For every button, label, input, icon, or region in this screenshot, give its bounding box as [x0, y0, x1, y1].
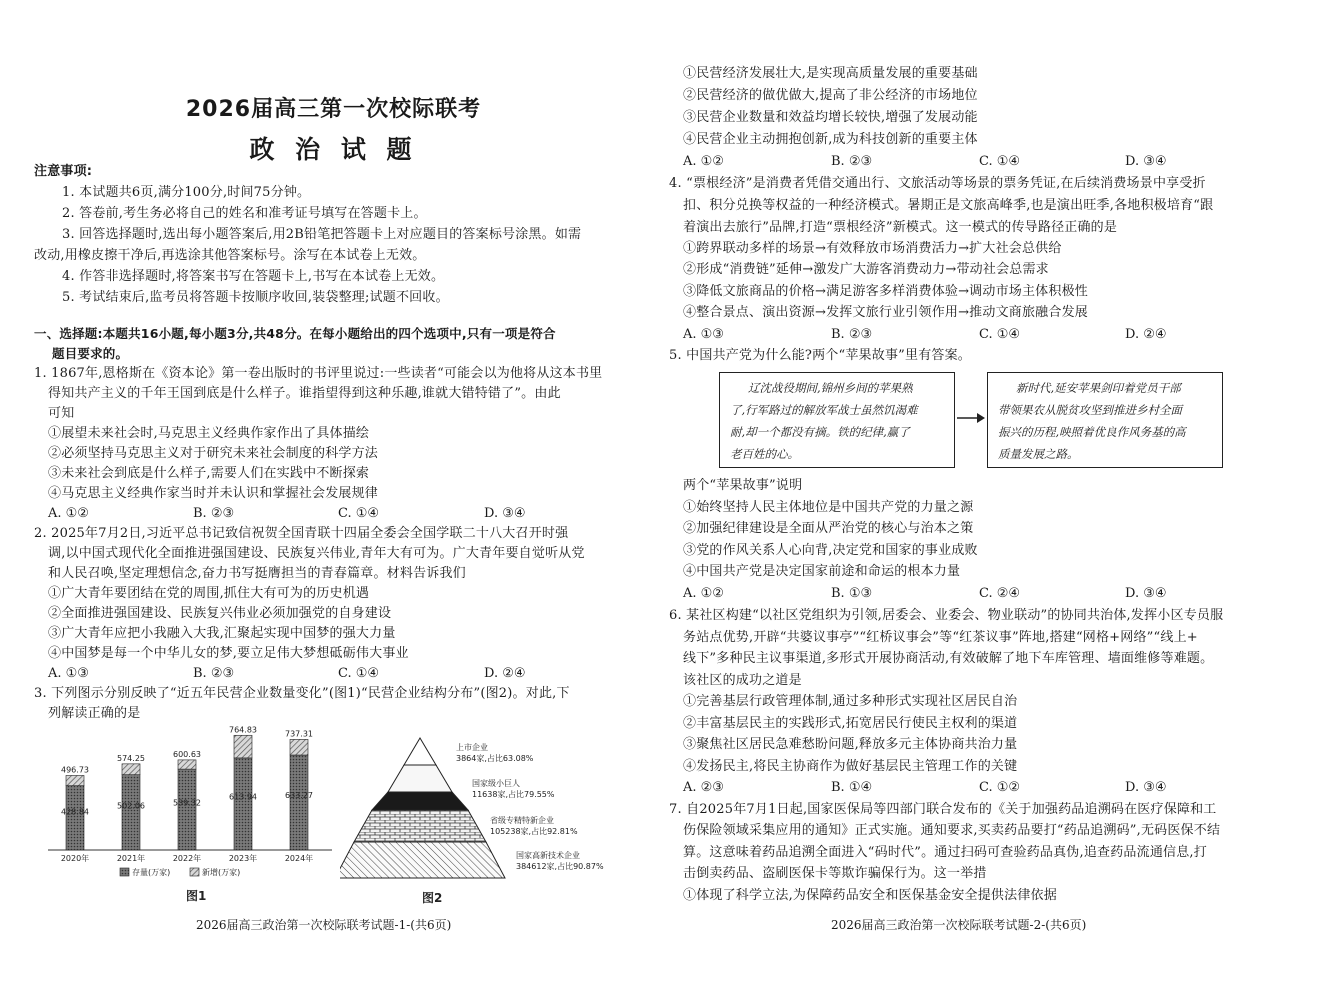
- option-d: D. ②④: [484, 666, 526, 681]
- q3-item: ④民营企业主动拥抱创新,成为科技创新的重要主体: [683, 132, 978, 147]
- option-a: A. ②③: [683, 780, 724, 795]
- subject-title: 政 治 试 题: [249, 135, 418, 164]
- q7-item: ①体现了科学立法,为保障药品安全和医保基金安全提供法律依据: [683, 888, 1057, 903]
- q2-stem: 2. 2025年7月2日,习近平总书记致信祝贺全国青联十四届全委会全国学联二十八大召开时强: [34, 526, 569, 541]
- q6-item: ④发扬民主,将民主协商作为做好基层民主管理工作的关键: [683, 759, 1018, 774]
- option-d: D. ③④: [484, 506, 526, 521]
- option-c: C. ①④: [338, 506, 380, 521]
- q2-stem: 调,以中国式现代化全面推进强国建设、民族复兴伟业,青年大有可为。广大青年要自觉听从党: [48, 546, 585, 561]
- pyramid-label: 省级专精特新企业: [490, 816, 554, 825]
- q7-stem: 击倒卖药品、盗刷医保卡等欺诈骗保行为。这一举措: [683, 866, 987, 881]
- q1-stem: 得知共产主义的千年王国到底是什么样子。谁指望得到这种乐趣,谁就大错特错了”。由此: [48, 386, 561, 401]
- pyramid-label: 上市企业: [456, 743, 488, 752]
- q5-item: ③党的作风关系人心向背,决定党和国家的事业成败: [683, 543, 978, 558]
- q3-item: ①民营经济发展壮大,是实现高质量发展的重要基础: [683, 66, 978, 81]
- bar-value-label-mid: 428.84: [61, 807, 89, 817]
- q1-item: ③未来社会到底是什么样子,需要人们在实践中不断探索: [48, 466, 370, 481]
- q4-item: ①跨界联动多样的场景→有效释放市场消费活力→扩大社会总供给: [683, 241, 1062, 256]
- pyramid-gap: [388, 765, 452, 792]
- figure2-caption: 图2: [422, 891, 443, 905]
- q5-question: 两个“苹果故事”说明: [683, 478, 803, 493]
- q2-stem: 和人民召唤,坚定理想信念,奋力书写挺膺担当的青春篇章。材料告诉我们: [48, 566, 466, 581]
- legend-label-stock: 存量(万家): [132, 868, 171, 877]
- option-a: A. ①②: [683, 154, 724, 169]
- option-c: C. ①②: [979, 780, 1021, 795]
- q5-item: ①始终坚持人民主体地位是中国共产党的力量之源: [683, 500, 974, 515]
- q4-item: ②形成“消费链”延伸→激发广大游客消费动力→带动社会总需求: [683, 262, 1049, 277]
- option-d: D. ③④: [1125, 780, 1167, 795]
- legend-swatch-new: [190, 868, 199, 876]
- story-line: 老百姓的心。: [730, 447, 799, 461]
- pyramid-layer-provincial: [354, 810, 486, 842]
- q6-stem: 务站点优势,开辟“共婆议事亭”“红桥议事会”等“红茶议事”阵地,搭建“网格+网络”“线上+: [683, 630, 1198, 645]
- story-line: 耐,却一个都没有摘。铁的纪律,赢了: [730, 425, 910, 439]
- bar-value-label-mid: 502.06: [117, 801, 145, 811]
- q3-stem: 3. 下列图示分别反映了“近五年民营企业数量变化”(图1)“民营企业结构分布”(图2)。对此,下: [34, 686, 570, 701]
- bar-value-label-mid: 633.27: [285, 790, 313, 800]
- pyramid-label-detail: 105238家,占比92.81%: [490, 827, 578, 836]
- q6-stem: 6. 某社区构建“以社区党组织为引领,居委会、业委会、物业联动”的协同共治体,发挥小区专员服: [669, 608, 1224, 623]
- q4-item: ③降低文旅商品的价格→满足游客多样消费体验→调动市场主体积极性: [683, 284, 1088, 299]
- apple-story-box-left: [719, 372, 955, 468]
- option-b: B. ①③: [831, 586, 873, 601]
- pyramid-label-detail: 384612家,占比90.87%: [516, 862, 604, 871]
- section-heading: 题目要求的。: [52, 346, 129, 361]
- q4-stem: 扣、积分兑换等权益的一种经济模式。暑期正是文旅高峰季,也是演出旺季,各地积极培育“跟: [683, 198, 1214, 213]
- q1-stem: 1. 1867年,恩格斯在《资本论》第一卷出版时的书评里说过:一些读者“可能会以为他将从这本书里: [34, 366, 603, 381]
- legend-label-new: 新增(万家): [202, 868, 241, 877]
- figure2-pyramid: [340, 730, 640, 910]
- option-b: B. ②③: [831, 154, 873, 169]
- page-footer: 2026届高三政治第一次校际联考试题-1-(共6页): [196, 918, 452, 932]
- q6-stem: 线下”多种民主议事渠道,多形式开展协商活动,有效破解了地下车库管理、墙面维修等难题。: [683, 651, 1214, 666]
- figure1-bar-chart: [40, 716, 340, 906]
- x-tick-label: 2023年: [228, 854, 258, 863]
- pyramid-layer-hightech: [340, 842, 505, 878]
- q6-item: ③聚焦社区居民急难愁盼问题,释放多元主体协商共治力量: [683, 737, 1018, 752]
- pyramid-layer-listed: [404, 738, 436, 765]
- option-c: C. ①④: [338, 666, 380, 681]
- q3-item: ③民营企业数量和效益均增长较快,增强了发展动能: [683, 110, 978, 125]
- bar-stock: [290, 755, 308, 850]
- option-d: D. ③④: [1125, 586, 1167, 601]
- x-tick-label: 2020年: [60, 854, 90, 863]
- bar-stock: [122, 775, 140, 850]
- option-c: C. ①④: [979, 154, 1021, 169]
- option-b: B. ①④: [831, 780, 873, 795]
- q2-item: ④中国梦是每一个中华儿女的梦,要立足伟大梦想砥砺伟大事业: [48, 646, 409, 661]
- q4-stem: 4. “票根经济”是消费者凭借交通出行、文旅活动等场景的票务凭证,在后续消费场景中享受折: [669, 176, 1206, 191]
- note-line: 改动,用橡皮擦干净后,再选涂其他答案标号。涂写在本试卷上无效。: [34, 248, 426, 263]
- option-d: D. ③④: [1125, 154, 1167, 169]
- figure1-caption: 图1: [186, 889, 207, 903]
- q3-stem: 列解读正确的是: [48, 706, 141, 721]
- q4-item: ④整合景点、演出资源→发挥文旅行业引领作用→推动文商旅融合发展: [683, 305, 1088, 320]
- option-c: C. ①④: [979, 327, 1021, 342]
- story-line: 振兴的历程,映照着优良作风务基的高: [998, 425, 1186, 439]
- option-a: A. ①②: [48, 506, 89, 521]
- page-footer: 2026届高三政治第一次校际联考试题-2-(共6页): [831, 918, 1087, 932]
- story-line: 了,行军路过的解放军战士虽然饥渴难: [730, 403, 918, 417]
- exam-title: 2026届高三第一次校际联考: [185, 97, 482, 122]
- q6-item: ②丰富基层民主的实践形式,拓宽居民行使民主权利的渠道: [683, 716, 1018, 731]
- q5-item: ④中国共产党是决定国家前途和命运的根本力量: [683, 564, 961, 579]
- note-line: 3. 回答选择题时,选出每小题答案后,用2B铅笔把答题卡上对应题目的答案标号涂黑。如需: [62, 227, 582, 242]
- q6-item: ①完善基层行政管理体制,通过多种形式实现社区居民自治: [683, 694, 1018, 709]
- q7-stem: 伤保险领域采集应用的通知》正式实施。通知要求,买卖药品要打“药品追溯码”,无码医保不结: [683, 823, 1221, 838]
- x-tick-label: 2024年: [284, 854, 314, 863]
- q4-stem: 着演出去旅行”品牌,打造“票根经济”新模式。这一模式的传导路径正确的是: [683, 220, 1118, 235]
- q1-item: ④马克思主义经典作家当时并未认识和掌握社会发展规律: [48, 486, 379, 501]
- q7-stem: 7. 自2025年7月1日起,国家医保局等四部门联合发布的《关于加强药品追溯码在医疗保障和工: [669, 802, 1217, 817]
- note-line: 1. 本试题共6页,满分100分,时间75分钟。: [62, 185, 311, 200]
- q2-item: ①广大青年要团结在党的周围,抓住大有可为的历史机遇: [48, 586, 370, 601]
- q7-stem: 算。这意味着药品追溯全面进入“码时代”。通过扫码可查验药品真伪,追查药品流通信息,打: [683, 845, 1207, 860]
- bar-value-label-top: 600.63: [173, 749, 201, 759]
- bar-new: [290, 739, 308, 755]
- option-b: B. ②③: [193, 506, 235, 521]
- x-tick-label: 2021年: [116, 854, 146, 863]
- bar-value-label-mid: 539.32: [173, 798, 201, 808]
- note-line: 5. 考试结束后,监考员将答题卡按顺序收回,装袋整理;试题不回收。: [62, 290, 449, 305]
- story-line: 质量发展之路。: [998, 447, 1079, 461]
- notes-title: 注意事项:: [34, 164, 93, 179]
- pyramid-layer-little-giant: [372, 792, 468, 810]
- q2-item: ③广大青年应把小我融入大我,汇聚起实现中国梦的强大力量: [48, 626, 396, 641]
- q1-item: ②必须坚持马克思主义对于研究未来社会制度的科学方法: [48, 446, 379, 461]
- story-line: 带领果农从脱贫攻坚到推进乡村全面: [998, 403, 1182, 417]
- arrow-icon: [955, 408, 987, 428]
- option-b: B. ②③: [193, 666, 235, 681]
- q1-item: ①展望未来社会时,马克思主义经典作家作出了具体描绘: [48, 426, 370, 441]
- pyramid-label: 国家级小巨人: [472, 779, 520, 788]
- story-line: 新时代,延安苹果剑印着党员干部: [1016, 381, 1181, 395]
- pyramid-label-detail: 3864家,占比63.08%: [456, 754, 534, 763]
- q5-item: ②加强纪律建设是全面从严治党的核心与治本之策: [683, 521, 974, 536]
- bar-new: [178, 760, 196, 769]
- note-line: 2. 答卷前,考生务必将自己的姓名和准考证号填写在答题卡上。: [62, 206, 427, 221]
- option-c: C. ②④: [979, 586, 1021, 601]
- pyramid-label-detail: 11638家,占比79.55%: [472, 790, 555, 799]
- option-d: D. ②④: [1125, 327, 1167, 342]
- bar-stock: [234, 758, 252, 850]
- option-a: A. ①③: [683, 327, 724, 342]
- bar-value-label-top: 496.73: [61, 765, 89, 775]
- q1-stem: 可知: [48, 406, 75, 421]
- x-tick-label: 2022年: [172, 854, 202, 863]
- q3-item: ②民营经济的做优做大,提高了非公经济的市场地位: [683, 88, 978, 103]
- bar-new: [122, 764, 140, 775]
- bar-new: [234, 735, 252, 758]
- section-heading: 一、选择题:本题共16小题,每小题3分,共48分。在每小题给出的四个选项中,只有一项是符合: [34, 326, 556, 341]
- bar-new: [66, 775, 84, 785]
- q2-item: ②全面推进强国建设、民族复兴伟业必须加强党的自身建设: [48, 606, 392, 621]
- legend-swatch-stock: [120, 868, 129, 876]
- bar-value-label-top: 764.83: [229, 725, 257, 735]
- legend: [120, 867, 240, 877]
- q5-stem: 5. 中国共产党为什么能?两个“苹果故事”里有答案。: [669, 348, 971, 363]
- note-line: 4. 作答非选择题时,将答案书写在答题卡上,书写在本试卷上无效。: [62, 269, 445, 284]
- bar-value-label-top: 574.25: [117, 753, 145, 763]
- q6-stem: 该社区的成功之道是: [683, 673, 802, 688]
- option-b: B. ②③: [831, 327, 873, 342]
- story-line: 辽沈战役期间,锦州乡间的苹果熟: [748, 381, 913, 395]
- option-a: A. ①③: [48, 666, 89, 681]
- right-page: [667, 0, 1334, 1007]
- apple-story-box-right: [987, 372, 1223, 468]
- pyramid-label: 国家高新技术企业: [516, 851, 580, 860]
- option-a: A. ①②: [683, 586, 724, 601]
- bar-value-label-mid: 613.94: [229, 792, 257, 802]
- bar-stock: [178, 769, 196, 850]
- bar-stock: [66, 786, 84, 850]
- bar-value-label-top: 737.31: [285, 729, 313, 739]
